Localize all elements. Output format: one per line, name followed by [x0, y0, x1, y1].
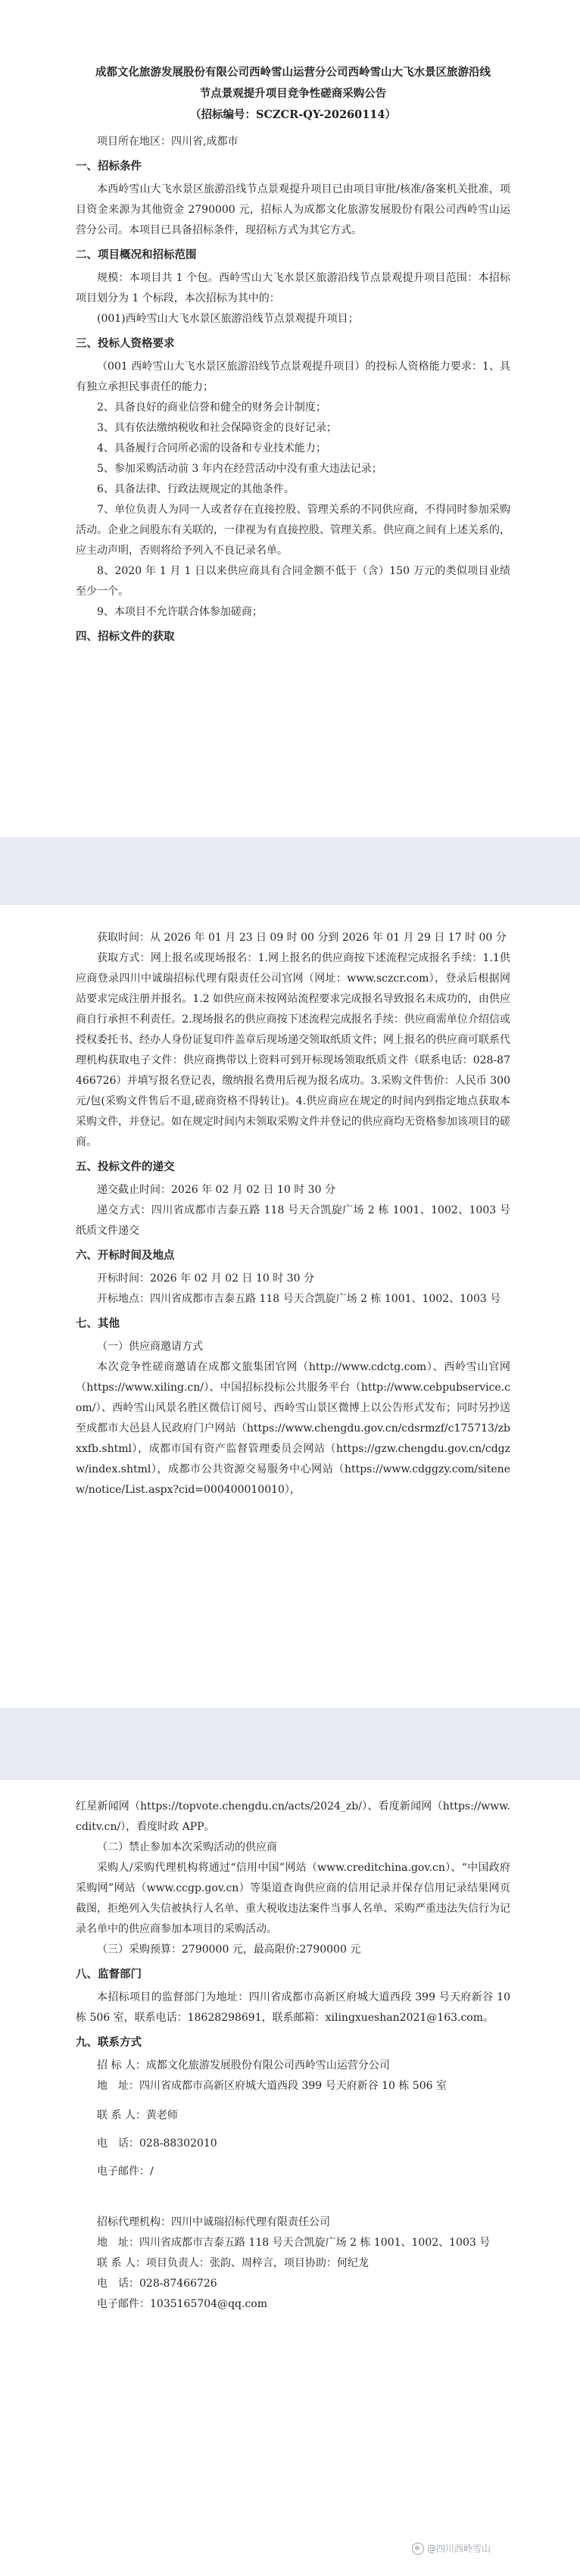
page-separator — [0, 837, 580, 905]
qualification-9: 9、本项目不允许联合体参加磋商； — [97, 606, 263, 618]
credit-check-text: 采购人/采购代理机构将通过“信用中国”网站（www.creditchina.gov.cn）、“中国政府采购网”网站（www.ccgp.gov.cn）等渠道查询供应商的信用记录并保存信用记录结果网页截图，拒绝列入失信被执行人名单、重大税收违法案件当事人名单、采购严重违法失信行为记录名单中的供应商参加本项目的采购活动。 — [76, 1862, 510, 1935]
section-heading-4: 四、招标文件的获取 — [76, 630, 175, 643]
opening-time: 开标时间：2026 年 02 月 02 日 10 时 30 分 — [97, 1272, 314, 1285]
qualification-2: 2、具备良好的商业信誉和健全的财务会计制度； — [97, 401, 326, 414]
tenderer-address: 地 址：四川省成都市高新区府城大道西段 399 号天府新谷 10 栋 506 室 — [97, 2080, 447, 2092]
submission-address: 递交方式：四川省成都市吉泰五路 118 号天合凯旋广场 2 栋 1001、1002、1003 号纸质文件递交 — [76, 1204, 510, 1237]
section-1-text: 本西岭雪山大飞水景区旅游沿线节点景观提升项目已由项目审批/核准/备案机关批准，项目资金来源为其他资金 2790000 元，招标人为成都文化旅游发展股份有限公司西岭雪山运营分公司。本项目已具备招标条件，现招标方式为其它方式。 — [76, 183, 510, 236]
section-heading-1: 一、招标条件 — [76, 160, 142, 173]
subsection-banned: （二）禁止参加本次采购活动的供应商 — [97, 1841, 277, 1853]
tenderer-phone: 电 话：028-88302010 — [97, 2137, 217, 2150]
agent-email: 电子邮件：1035165704@qq.com — [97, 2298, 267, 2310]
page-separator — [0, 1708, 580, 1780]
section-heading-2: 二、项目概况和招标范围 — [76, 248, 197, 261]
qualification-1: （001 西岭雪山大飞水景区旅游沿线节点景观提升项目）的投标人资格能力要求：1、具有独立承担民事责任的能力； — [76, 361, 510, 393]
document-title — [76, 62, 510, 126]
section-heading-3: 三、投标人资格要求 — [76, 337, 175, 350]
section-heading-6: 六、开标时间及地点 — [76, 1249, 175, 1262]
section-2-lot: (001)西岭雪山大飞水景区旅游沿线节点景观提升项目； — [97, 313, 359, 325]
section-heading-5: 五、投标文件的递交 — [76, 1160, 175, 1173]
watermark — [412, 2542, 491, 2556]
document-page-2 — [0, 905, 580, 1708]
qualification-8: 8、2020 年 1 月 1 日以来供应商具有合同金额不低于（含）150 万元的类似项目业绩至少一个。 — [76, 565, 510, 598]
agent-phone: 电 话：028-87466726 — [97, 2278, 217, 2290]
tenderer-email: 电子邮件：/ — [97, 2165, 154, 2178]
title-text: 成都文化旅游发展股份有限公司西岭雪山运营分公司西岭雪山大飞水景区旅游沿线节点景观提升项目竞争性磋商采购公告 — [95, 66, 491, 100]
tenderer-contact: 联 系 人：黄老师 — [97, 2109, 178, 2122]
document-page-3 — [0, 1780, 580, 2576]
section-heading-8: 八、监督部门 — [76, 1968, 142, 1981]
section-heading-7: 七、其他 — [76, 1317, 120, 1330]
publication-media-continued: 红星新闻网（https://topvote.chengdu.cn/acts/2024_zb/）、看度新闻网（https://www.cditv.cn/），看度时政 APP。 — [76, 1800, 510, 1833]
project-location: 项目所在地区：四川省,成都市 — [97, 136, 239, 148]
agent-contact: 联 系 人：项目负责人：张韵、周梓言，项目协助：何纪龙 — [97, 2257, 369, 2269]
qualification-7: 7、单位负责人为同一人或者存在直接控股、管理关系的不同供应商，不得同时参加采购活动。企业之间股东有关联的，一律视为有直接控股、管理关系。供应商之间有上述关系的，应主动声明，否则将给予列入不良记录名单。 — [76, 504, 510, 557]
publication-media: 本次竞争性磋商邀请在成都文旅集团官网（http://www.cdctg.com）、西岭雪山官网（https://www.xiling.cn/）、中国招标投标公共服务平台（http://www.cebpubservice.com/）、西岭雪山风景名胜区微信订阅号、西岭雪山景区微博上以公告形式发布；同时另抄送至成都市大邑县人民政府门户网站（https://www.chengdu.gov.cn/cdsrmzf/c175713/zbxxfb.shtml），成都市国有资产监督管理委员会网站（https://gzw.chengdu.gov.cn/cdgzw/index.shtml），成都市公共资源交易服务中心网站（https://www.cdggzy.com/sitenew/notice/List.aspx?cid=000400010010）， — [76, 1361, 510, 1496]
acquisition-method: 获取方式：网上报名或现场报名：1.网上报名的供应商按下述流程完成报名手续：1.1供应商登录四川中诚瑞招标代理有限责任公司官网（网址：www.sczcr.com），登录后根据网站要求完成注册并报名。1.2 如供应商未按网站流程要求完成报名导致报名未成功的，由供应商自行承担不利责任。2.现场报名的供应商按下述流程完成报名手续：供应商需单位介绍信或授权委托书、经办人身份证复印件盖章后现场递交领取纸质文件；网上报名的供应商可联系代理机构获取电子文件：供应商携带以上资料可到开标现场领取纸质文件（联系电话：028-87466726）并填写报名登记表，缴纳报名费用后视为报名成功。3.采购文件售价：人民币 300元/包(采购文件售后不退,磋商资格不得转让)。4.供应商应在规定的时间内到指定地点获取本采购文件，并登记。如在规定时间内未领取采购文件并登记的供应商均无资格参加该项目的磋商。 — [76, 952, 510, 1148]
tenderer-name: 招 标 人：成都文化旅游发展股份有限公司西岭雪山运营分公司 — [97, 2059, 390, 2072]
section-heading-9: 九、联系方式 — [76, 2036, 142, 2049]
agent-address: 地 址：四川省成都市吉泰五路 118 号天合凯旋广场 2 栋 1001、1002、1003 号 — [97, 2237, 491, 2249]
acquisition-time: 获取时间：从 2026 年 01 月 23 日 09 时 00 分到 2026 年 01 月 29 日 17 时 00 分 — [97, 932, 507, 944]
document-page-1 — [0, 0, 580, 837]
tender-number: （招标编号：SCZCR-QY-20260114） — [190, 108, 396, 121]
submission-deadline: 递交截止时间：2026 年 02 月 02 日 10 时 30 分 — [97, 1184, 335, 1196]
weibo-icon — [412, 2543, 424, 2555]
qualification-5: 5、参加采购活动前 3 年内在经营活动中没有重大违法记录； — [97, 463, 382, 475]
subsection-invitation: （一）供应商邀请方式 — [97, 1341, 203, 1353]
supervisor-info: 本招标项目的监督部门为地址：四川省成都市高新区府城大道西段 399 号天府新谷 10栋 506 室，联系电话：18628298691，联系邮箱：xilingxueshan2021@163.com。 — [76, 1991, 510, 2024]
qualification-6: 6、具备法律、行政法规规定的其他条件。 — [97, 483, 295, 495]
qualification-4: 4、具备履行合同所必需的设备和专业技术能力； — [97, 442, 326, 454]
qualification-3: 3、具有依法缴纳税收和社会保障资金的良好记录； — [97, 422, 337, 434]
opening-address: 开标地点：四川省成都市吉泰五路 118 号天合凯旋广场 2 栋 1001、1002、1003 号 — [97, 1293, 501, 1305]
watermark-text: @四川西岭雪山 — [426, 2543, 491, 2554]
procurement-budget: （三）采购预算：2790000 元，最高限价:2790000 元 — [97, 1944, 361, 1956]
section-2-scope: 规模：本项目共 1 个包。西岭雪山大飞水景区旅游沿线节点景观提升项目范围：本招标项目划分为 1 个标段，本次招标为其中的： — [76, 272, 510, 304]
agent-name: 招标代理机构：四川中诚瑞招标代理有限责任公司 — [97, 2216, 330, 2228]
